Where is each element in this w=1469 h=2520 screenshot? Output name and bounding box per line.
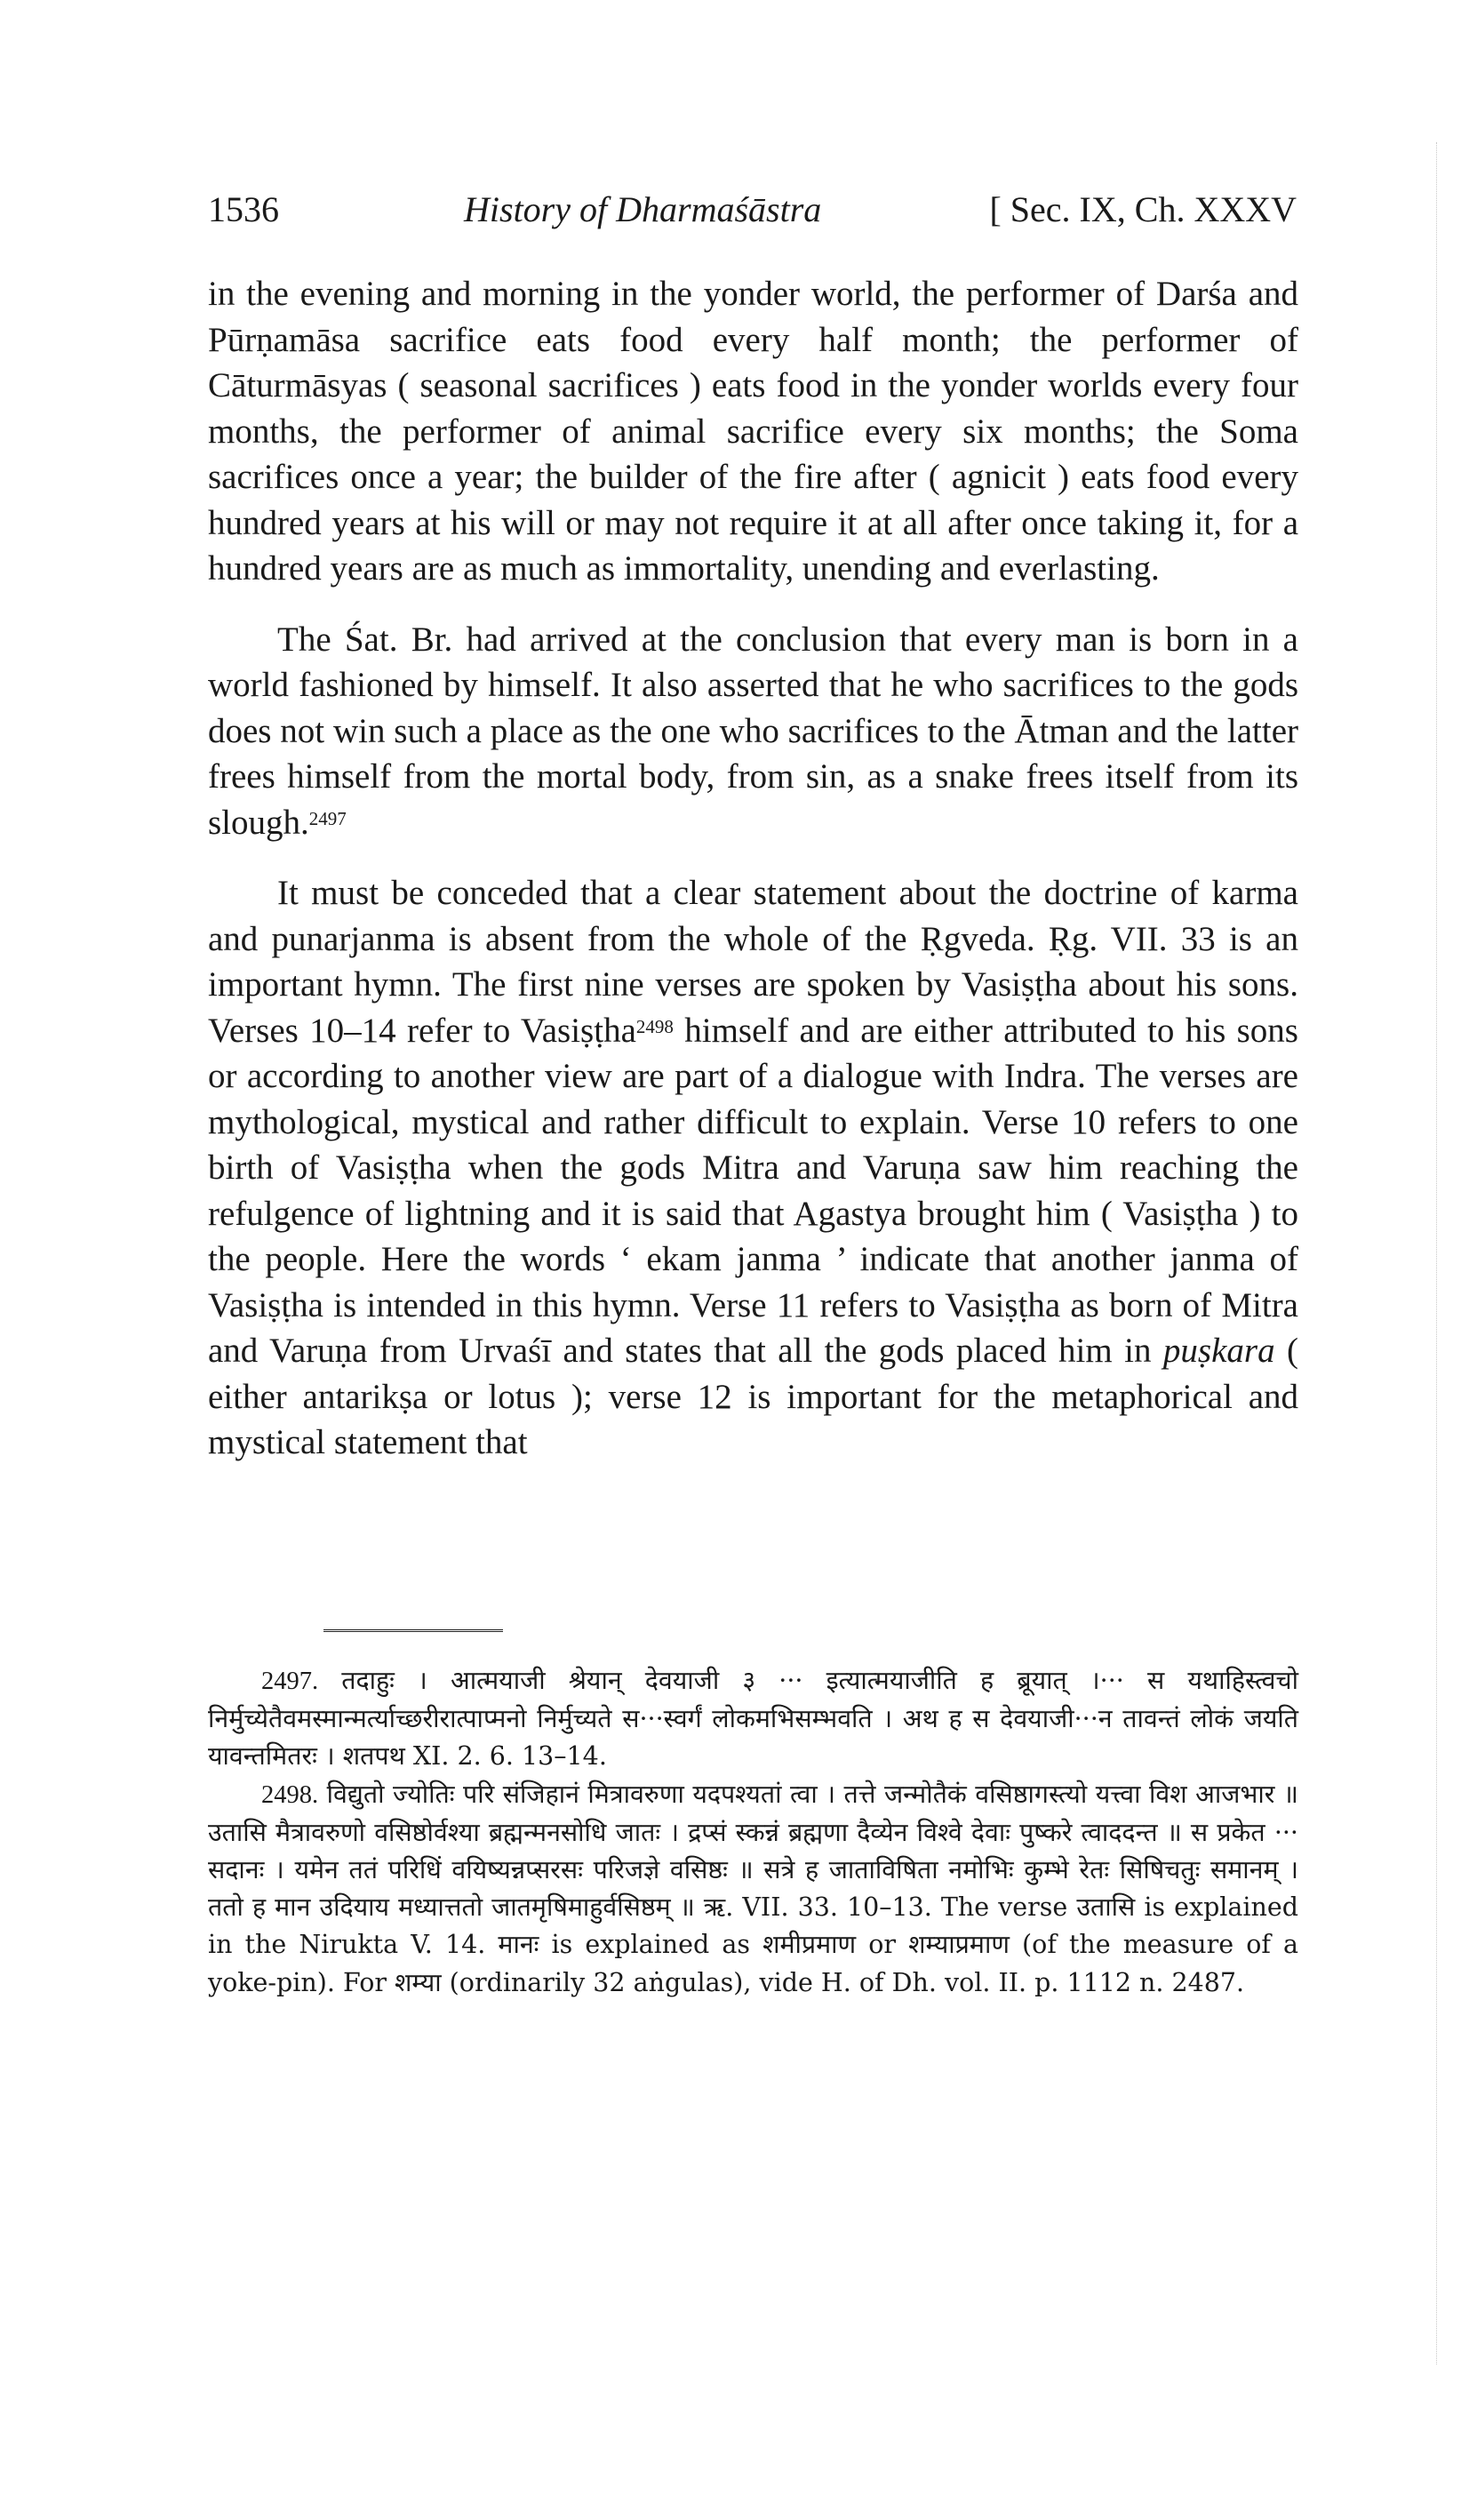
paragraph-karma — [208, 870, 1298, 1466]
footnote-ref-2497[interactable]: 2497 — [308, 807, 347, 829]
footnote-english: (of the measure of a yoke-pin). For — [208, 1930, 1299, 1997]
paragraph-text: himself and are either attributed to his sons or according to another view are part of a dialogue with Indra. The verses are mythological, mystical and rather difficult to explain. Verse 10 refers to one birth of Vasiṣṭha when the gods Mitra and Varuṇa saw him reaching the refulgence of lightning and it is said that Agastya brought him ( Vasiṣṭha ) to the people. Here the words ‘ ekam janma ’ indicate that another janma of Vasiṣṭha is intended in this hymn. Verse 11 refers to Vasiṣṭha as born of Mitra and Varuṇa from Urvaśī and states that all the gods placed him in — [208, 1011, 1298, 1370]
section-label: [ Sec. IX, Ch. XXXV — [989, 189, 1297, 229]
footnote-english: is explained in the Nirukta V. 14. — [208, 1892, 1298, 1960]
paragraph-text: It must be conceded that a clear statement about the doctrine of karma and punarjanma is absent from the whole of the Ṛgveda. Ṛg. VII. 33 is an important hymn. The first nine verses are spoken by Vasiṣṭha about his sons. Verses 10–14 refer to Vasiṣṭha — [208, 874, 1298, 1050]
running-header — [208, 185, 1297, 238]
footnote-devanagari-word: शम्या — [395, 1967, 442, 1997]
scan-edge-rule — [1436, 142, 1437, 2364]
paragraph-continued: in the evening and morning in the yonder world, the performer of Darśa and Pūrṇamāsa sacrifice eats food every half month; the performer of Cāturmāsyas ( seasonal sacrifices ) eats food in the yonder worlds every four months, the performer of animal sacrifice every six months; the Soma sacrifices once a year; the builder of the fire after ( agnicit ) eats food every hundred years at his will or may not require it at all after once taking it, for a hundred years are as much as immortality, unending and everlasting. — [208, 275, 1298, 588]
footnotes — [208, 1662, 1298, 2002]
footnote-sanskrit: विद्युतो ज्योतिः परि संजिहानं मित्रावरुणा यदपश्यतां त्वा । तत्ते जन्मोतैकं वसिष्ठागस्त्यो यत्त्वा विश आजभार ॥ उतासि मैत्रावरुणो वसिष्ठोर्वश्या ब्रह्मन्मनसोधि जातः । द्रप्सं स्कन्नं ब्रह्मणा दैव्येन विश्वे देवाः पुष्करे त्वाददन्त ॥ स प्रकेत ··· सदानः । यमेन ततं परिधिं वयिष्यन्नप्सरसः परिजज्ञे वसिष्ठः ॥ सत्रे ह जाताविषिता नमोभिः कुम्भे रेतः सिषिचतुः समानम् । ततो ह मान उदियाय मध्यात्ततो जातमृषिमाहुर्वसिष्ठम् ॥ ऋ. VII. 33. 10–13. — [208, 1779, 1299, 1923]
italic-term: puṣkara — [1162, 1332, 1275, 1370]
footnote-english: (ordinarily 32 aṅgulas), vide H. of Dh. vol. II. p. 1112 n. 2487. — [441, 1967, 1245, 1997]
footnote-english: or — [856, 1930, 909, 1960]
footnote-devanagari-word: शम्याप्रमाण — [908, 1930, 1010, 1960]
footnote-english: The verse — [940, 1892, 1077, 1923]
footnote-number: 2497. — [261, 1668, 319, 1695]
footnote-divider — [323, 1629, 503, 1632]
footnote-2497 — [208, 1662, 1298, 1776]
footnote-2498 — [208, 1776, 1298, 2002]
footnote-devanagari-word: मानः — [498, 1930, 539, 1960]
footnote-devanagari-word: उतासि — [1076, 1892, 1136, 1923]
footnote-devanagari-word: शमीप्रमाण — [762, 1930, 857, 1960]
page-number: 1536 — [208, 189, 279, 229]
paragraph-text: ( either antarikṣa or lotus ); verse 12 is important for the metaphorical and mystical statement that — [208, 1332, 1298, 1461]
footnote-number: 2498. — [261, 1780, 319, 1809]
running-title: History of Dharmaśāstra — [464, 189, 822, 229]
paragraph-text: The Śat. Br. had arrived at the conclusion that every man is born in a world fashioned by himself. It also asserted that he who sacrifices to the gods does not win such a place as the one who sacrifices to the Ātman and the latter frees himself from the mortal body, from sin, as a snake frees itself from its slough. — [208, 620, 1298, 842]
paragraph-sat-br — [208, 617, 1298, 846]
footnote-ref-2498[interactable]: 2498 — [635, 1015, 674, 1037]
footnote-english: is explained as — [539, 1930, 763, 1960]
main-text — [208, 271, 1298, 1491]
footnote-sanskrit: तदाहुः । आत्मयाजी श्रेयान् देवयाजी ३ ··· इत्यात्मयाजीति ह ब्रूयात् ।··· स यथाहिस्त्वचो निर्मुच्येतैवमस्मान्मर्त्याच्छरीरात्पाप्मनो निर्मुच्यते स···स्वर्गं लोकमभिसम्भवति । अथ ह स देवयाजी···न तावन्तं लोकं जयति यावन्तमितरः । शतपथ XI. 2. 6. 13–14. — [208, 1666, 1298, 1772]
